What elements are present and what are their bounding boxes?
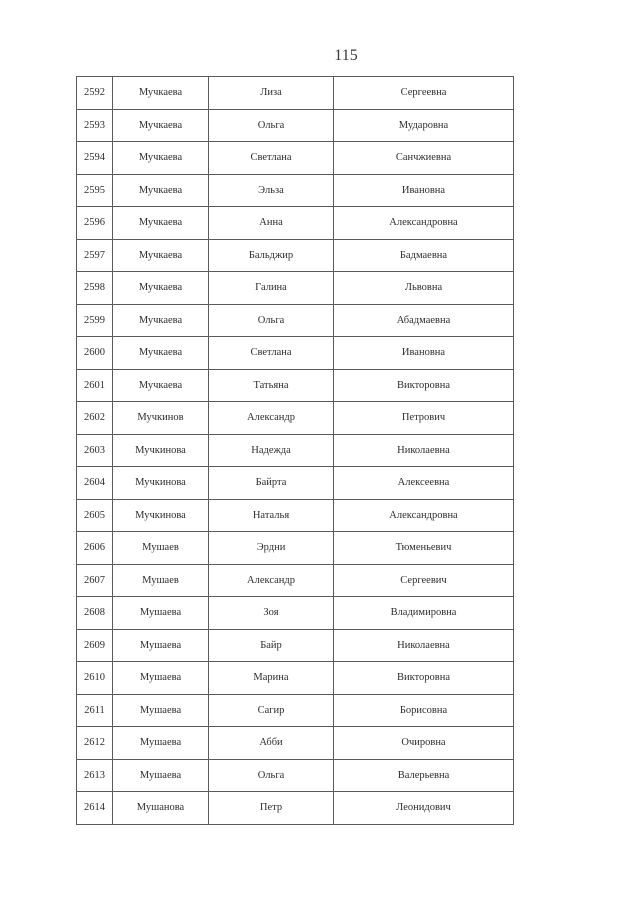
record-number-cell: 2598 (77, 272, 113, 305)
table-row (77, 77, 514, 110)
patronymic-cell: Сергеевич (334, 564, 514, 597)
last-name-cell: Мучкаева (113, 77, 209, 110)
patronymic-cell: Мударовна (334, 109, 514, 142)
first-name-cell: Александр (209, 402, 334, 435)
table-row (77, 174, 514, 207)
last-name-cell: Мушаев (113, 532, 209, 565)
table-row (77, 142, 514, 175)
table-row (77, 597, 514, 630)
table-row (77, 239, 514, 272)
last-name-cell: Мучкаева (113, 239, 209, 272)
table-row (77, 402, 514, 435)
first-name-cell: Байрта (209, 467, 334, 500)
patronymic-cell: Николаевна (334, 629, 514, 662)
last-name-cell: Мучкинова (113, 499, 209, 532)
last-name-cell: Мучкинова (113, 467, 209, 500)
first-name-cell: Бальджир (209, 239, 334, 272)
last-name-cell: Мучкаева (113, 142, 209, 175)
table-row (77, 662, 514, 695)
record-number-cell: 2614 (77, 792, 113, 825)
first-name-cell: Ольга (209, 109, 334, 142)
records-table (76, 76, 514, 825)
last-name-cell: Мучкаева (113, 207, 209, 240)
last-name-cell: Мучкаева (113, 369, 209, 402)
page-number: 115 (334, 47, 358, 64)
record-number-cell: 2600 (77, 337, 113, 370)
record-number-cell: 2595 (77, 174, 113, 207)
patronymic-cell: Абадмаевна (334, 304, 514, 337)
patronymic-cell: Львовна (334, 272, 514, 305)
record-number-cell: 2611 (77, 694, 113, 727)
first-name-cell: Лиза (209, 77, 334, 110)
patronymic-cell: Очировна (334, 727, 514, 760)
table-row (77, 499, 514, 532)
last-name-cell: Мучкаева (113, 109, 209, 142)
last-name-cell: Мучкаева (113, 174, 209, 207)
patronymic-cell: Александровна (334, 499, 514, 532)
last-name-cell: Мучкинов (113, 402, 209, 435)
record-number-cell: 2599 (77, 304, 113, 337)
record-number-cell: 2610 (77, 662, 113, 695)
patronymic-cell: Ивановна (334, 337, 514, 370)
last-name-cell: Мучкаева (113, 304, 209, 337)
table-row (77, 272, 514, 305)
record-number-cell: 2612 (77, 727, 113, 760)
first-name-cell: Галина (209, 272, 334, 305)
patronymic-cell: Бадмаевна (334, 239, 514, 272)
record-number-cell: 2593 (77, 109, 113, 142)
patronymic-cell: Борисовна (334, 694, 514, 727)
first-name-cell: Байр (209, 629, 334, 662)
patronymic-cell: Владимировна (334, 597, 514, 630)
last-name-cell: Мучкинова (113, 434, 209, 467)
record-number-cell: 2601 (77, 369, 113, 402)
record-number-cell: 2613 (77, 759, 113, 792)
patronymic-cell: Валерьевна (334, 759, 514, 792)
first-name-cell: Сагир (209, 694, 334, 727)
first-name-cell: Зоя (209, 597, 334, 630)
patronymic-cell: Николаевна (334, 434, 514, 467)
record-number-cell: 2594 (77, 142, 113, 175)
record-number-cell: 2606 (77, 532, 113, 565)
first-name-cell: Марина (209, 662, 334, 695)
table-row (77, 694, 514, 727)
first-name-cell: Татьяна (209, 369, 334, 402)
record-number-cell: 2605 (77, 499, 113, 532)
table-row (77, 759, 514, 792)
records-table-body (77, 77, 514, 825)
record-number-cell: 2592 (77, 77, 113, 110)
record-number-cell: 2604 (77, 467, 113, 500)
first-name-cell: Абби (209, 727, 334, 760)
table-row (77, 727, 514, 760)
last-name-cell: Мушаева (113, 759, 209, 792)
patronymic-cell: Ивановна (334, 174, 514, 207)
first-name-cell: Александр (209, 564, 334, 597)
table-row (77, 564, 514, 597)
table-row (77, 109, 514, 142)
first-name-cell: Ольга (209, 759, 334, 792)
first-name-cell: Ольга (209, 304, 334, 337)
first-name-cell: Анна (209, 207, 334, 240)
patronymic-cell: Тюменьевич (334, 532, 514, 565)
record-number-cell: 2607 (77, 564, 113, 597)
patronymic-cell: Санчжиевна (334, 142, 514, 175)
table-row (77, 337, 514, 370)
record-number-cell: 2608 (77, 597, 113, 630)
table-row (77, 629, 514, 662)
patronymic-cell: Викторовна (334, 369, 514, 402)
patronymic-cell: Викторовна (334, 662, 514, 695)
table-row (77, 434, 514, 467)
first-name-cell: Эрдни (209, 532, 334, 565)
last-name-cell: Мучкаева (113, 337, 209, 370)
last-name-cell: Мушаева (113, 662, 209, 695)
first-name-cell: Эльза (209, 174, 334, 207)
patronymic-cell: Леонидович (334, 792, 514, 825)
last-name-cell: Мушанова (113, 792, 209, 825)
patronymic-cell: Александровна (334, 207, 514, 240)
record-number-cell: 2597 (77, 239, 113, 272)
first-name-cell: Петр (209, 792, 334, 825)
last-name-cell: Мушаев (113, 564, 209, 597)
last-name-cell: Мушаева (113, 629, 209, 662)
first-name-cell: Надежда (209, 434, 334, 467)
last-name-cell: Мушаева (113, 597, 209, 630)
first-name-cell: Светлана (209, 142, 334, 175)
patronymic-cell: Сергеевна (334, 77, 514, 110)
first-name-cell: Наталья (209, 499, 334, 532)
table-row (77, 467, 514, 500)
record-number-cell: 2602 (77, 402, 113, 435)
record-number-cell: 2609 (77, 629, 113, 662)
table-row (77, 532, 514, 565)
record-number-cell: 2596 (77, 207, 113, 240)
table-row (77, 304, 514, 337)
table-row (77, 369, 514, 402)
last-name-cell: Мушаева (113, 727, 209, 760)
record-number-cell: 2603 (77, 434, 113, 467)
last-name-cell: Мушаева (113, 694, 209, 727)
patronymic-cell: Петрович (334, 402, 514, 435)
last-name-cell: Мучкаева (113, 272, 209, 305)
table-row (77, 792, 514, 825)
first-name-cell: Светлана (209, 337, 334, 370)
table-row (77, 207, 514, 240)
patronymic-cell: Алексеевна (334, 467, 514, 500)
